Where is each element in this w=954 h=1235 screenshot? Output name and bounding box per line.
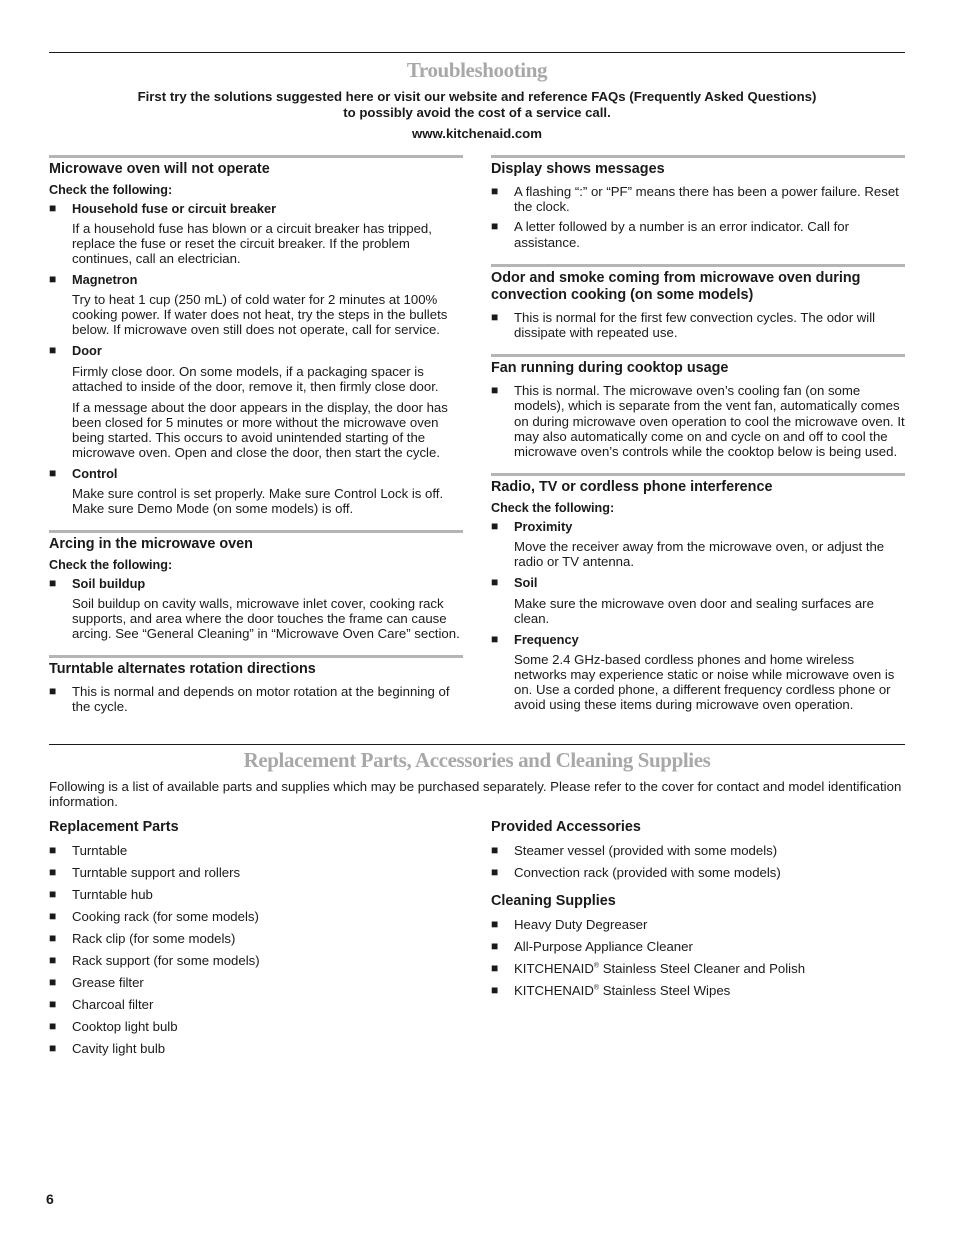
intro-line-1: First try the solutions suggested here or visit our website and reference FAQs (Frequently Asked Questions) bbox=[137, 89, 817, 104]
check-item-title: Magnetron bbox=[72, 272, 138, 288]
bullet-icon: ■ bbox=[491, 309, 499, 324]
registered-mark: ® bbox=[593, 962, 600, 970]
list-item-text: Turntable bbox=[72, 843, 128, 859]
list-item bbox=[491, 939, 905, 954]
list-item bbox=[491, 310, 905, 340]
page-number: 6 bbox=[46, 1191, 54, 1207]
parts-columns bbox=[49, 819, 905, 1063]
bullet-icon: ■ bbox=[49, 909, 57, 924]
list-item bbox=[491, 219, 905, 249]
list-item-text: Cooktop light bulb bbox=[72, 1019, 178, 1035]
list-item bbox=[49, 953, 463, 968]
list-item bbox=[49, 975, 463, 990]
list-item-text: Rack clip (for some models) bbox=[72, 931, 236, 947]
bullet-icon: ■ bbox=[491, 982, 499, 997]
troubleshooting-columns bbox=[49, 155, 905, 724]
brand-name: KITCHENAID bbox=[514, 982, 594, 998]
troubleshooting-intro bbox=[49, 89, 905, 121]
troubleshooting-left-column bbox=[49, 155, 463, 724]
check-item bbox=[49, 201, 463, 216]
fan-block bbox=[491, 354, 905, 459]
bullet-icon: ■ bbox=[49, 865, 57, 880]
check-item bbox=[49, 466, 463, 481]
will-not-operate-items bbox=[49, 201, 463, 516]
check-item-title: Door bbox=[72, 343, 102, 359]
accessories-list bbox=[491, 843, 905, 880]
will-not-operate-check: Check the following: bbox=[49, 183, 173, 197]
troubleshooting-rule bbox=[49, 52, 905, 53]
bullet-icon: ■ bbox=[49, 997, 57, 1012]
turntable-block bbox=[49, 655, 463, 714]
parts-rule bbox=[49, 744, 905, 745]
bullet-icon: ■ bbox=[491, 383, 499, 398]
replacement-parts-heading: Replacement Parts bbox=[49, 819, 179, 836]
list-item bbox=[49, 931, 463, 946]
list-item bbox=[491, 865, 905, 880]
odor-bullets bbox=[491, 310, 905, 340]
list-item bbox=[49, 1041, 463, 1056]
odor-heading: Odor and smoke coming from microwave oven during convection cooking (on some models) bbox=[491, 264, 905, 304]
list-item-text: This is normal. The microwave oven’s cooling fan (on some models), which is separate from the vent fan, automatically comes on during microwave oven operation to cool the microwave oven. It may also automatically come on and cycle on and off to cool the microwave oven’s controls while the cooktop below is being used. bbox=[514, 383, 905, 460]
check-item bbox=[49, 343, 463, 358]
bullet-icon: ■ bbox=[49, 1019, 57, 1034]
brand-item-text: Stainless Steel Wipes bbox=[599, 982, 731, 998]
list-item-text: Cavity light bulb bbox=[72, 1041, 166, 1057]
check-item-title: Soil bbox=[514, 575, 538, 591]
bullet-icon: ■ bbox=[49, 343, 57, 358]
arcing-check: Check the following: bbox=[49, 557, 173, 572]
check-item bbox=[49, 272, 463, 287]
check-item-title: Frequency bbox=[514, 631, 579, 647]
website-link[interactable]: www.kitchenaid.com bbox=[412, 126, 542, 141]
check-item-description: If a household fuse has blown or a circuit breaker has tripped, replace the fuse or reset the circuit breaker. If the problem continues, call an electrician. bbox=[72, 221, 432, 267]
list-item bbox=[49, 909, 463, 924]
will-not-operate-block bbox=[49, 155, 463, 516]
check-item-description: Soil buildup on cavity walls, microwave inlet cover, cooking rack supports, and area where the door touches the frame can cause arcing. See “General Cleaning” in “Microwave Oven Care” section. bbox=[72, 596, 460, 642]
list-item-text: Grease filter bbox=[72, 975, 144, 991]
check-item-description: Make sure control is set properly. Make sure Control Lock is off. Make sure Demo Mode (on some models) is off. bbox=[72, 485, 444, 516]
brand-item-text: Stainless Steel Cleaner and Polish bbox=[599, 960, 806, 976]
troubleshooting-title: Troubleshooting bbox=[406, 58, 548, 82]
bullet-icon: ■ bbox=[491, 631, 499, 646]
list-item bbox=[49, 1019, 463, 1034]
check-item bbox=[491, 575, 905, 590]
accessories-heading: Provided Accessories bbox=[491, 819, 641, 836]
list-item bbox=[491, 983, 905, 998]
registered-mark: ® bbox=[593, 984, 600, 992]
bullet-icon: ■ bbox=[491, 865, 499, 880]
list-item bbox=[49, 887, 463, 902]
list-item-text: Cooking rack (for some models) bbox=[72, 909, 259, 925]
check-item-title: Household fuse or circuit breaker bbox=[72, 201, 277, 216]
display-block bbox=[491, 155, 905, 250]
bullet-icon: ■ bbox=[49, 953, 57, 968]
list-item-text: Rack support (for some models) bbox=[72, 953, 260, 969]
check-item-description: Try to heat 1 cup (250 mL) of cold water for 2 minutes at 100% cooking power. If water does not heat, try the steps in the bullets below. If microwave oven still does not operate, call for service. bbox=[72, 292, 448, 338]
list-item bbox=[491, 843, 905, 858]
check-item bbox=[491, 632, 905, 647]
check-item-description: Move the receiver away from the microwave oven, or adjust the radio or TV antenna. bbox=[514, 539, 885, 570]
list-item bbox=[49, 684, 463, 714]
display-bullets bbox=[491, 184, 905, 250]
bullet-icon: ■ bbox=[491, 960, 499, 975]
parts-intro: Following is a list of available parts and supplies which may be purchased separately. Please refer to the cover for contact and model identification information. bbox=[49, 779, 902, 810]
bullet-icon: ■ bbox=[491, 916, 499, 931]
check-item-title: Control bbox=[72, 465, 118, 481]
list-item-text: Convection rack (provided with some models) bbox=[514, 865, 781, 881]
check-item-title: Soil buildup bbox=[72, 575, 146, 591]
bullet-icon: ■ bbox=[491, 843, 499, 858]
replacement-parts-list bbox=[49, 843, 463, 1056]
list-item bbox=[491, 383, 905, 459]
list-item bbox=[491, 917, 905, 932]
bullet-icon: ■ bbox=[491, 219, 499, 234]
page bbox=[49, 52, 905, 1063]
check-item-description: Some 2.4 GHz-based cordless phones and home wireless networks may experience static or noise while microwave oven is on. Use a corded phone, a different frequency cordless phone or avoid using these items during microwave oven operation. bbox=[514, 651, 895, 712]
list-item bbox=[49, 997, 463, 1012]
bullet-icon: ■ bbox=[49, 1041, 57, 1056]
list-item-text: This is normal for the first few convection cycles. The odor will dissipate with repeated use. bbox=[514, 309, 876, 341]
bullet-icon: ■ bbox=[49, 887, 57, 902]
list-item bbox=[491, 961, 905, 976]
list-item-text: This is normal and depends on motor rotation at the beginning of the cycle. bbox=[72, 684, 450, 715]
will-not-operate-heading: Microwave oven will not operate bbox=[49, 155, 463, 178]
odor-block bbox=[491, 264, 905, 340]
arcing-items bbox=[49, 576, 463, 641]
brand-name: KITCHENAID bbox=[514, 960, 594, 976]
bullet-icon: ■ bbox=[49, 975, 57, 990]
radio-block bbox=[491, 473, 905, 712]
bullet-icon: ■ bbox=[49, 684, 57, 699]
radio-items bbox=[491, 519, 905, 712]
list-item bbox=[491, 184, 905, 214]
list-item-text: A flashing “:” or “PF” means there has been a power failure. Reset the clock. bbox=[514, 184, 899, 215]
arcing-heading: Arcing in the microwave oven bbox=[49, 530, 463, 553]
cleaning-generic-items bbox=[491, 917, 905, 954]
check-item bbox=[49, 576, 463, 591]
bullet-icon: ■ bbox=[491, 184, 499, 198]
cleaning-list bbox=[491, 917, 905, 998]
list-item-text: Heavy Duty Degreaser bbox=[514, 916, 648, 932]
bullet-icon: ■ bbox=[49, 575, 57, 590]
troubleshooting-right-column bbox=[491, 155, 905, 724]
parts-left-column bbox=[49, 819, 463, 1063]
bullet-icon: ■ bbox=[49, 272, 57, 287]
list-item-text: Steamer vessel (provided with some models) bbox=[514, 843, 778, 859]
list-item bbox=[49, 865, 463, 880]
check-item-description: Make sure the microwave oven door and sealing surfaces are clean. bbox=[514, 595, 874, 626]
list-item-text: Charcoal filter bbox=[72, 997, 154, 1013]
list-item-text: All-Purpose Appliance Cleaner bbox=[514, 938, 693, 954]
bullet-icon: ■ bbox=[49, 843, 57, 858]
list-item-text: Turntable hub bbox=[72, 887, 153, 903]
check-item-description: Firmly close door. On some models, if a packaging spacer is attached to inside of the door, remove it, then firmly close door. bbox=[72, 363, 439, 394]
bullet-icon: ■ bbox=[49, 201, 57, 215]
bullet-icon: ■ bbox=[49, 931, 57, 946]
radio-check: Check the following: bbox=[491, 501, 615, 516]
parts-title: Replacement Parts, Accessories and Cleaning Supplies bbox=[243, 748, 711, 773]
bullet-icon: ■ bbox=[49, 465, 57, 480]
list-item-text: Turntable support and rollers bbox=[72, 865, 241, 881]
turntable-bullets bbox=[49, 684, 463, 714]
display-heading: Display shows messages bbox=[491, 155, 905, 178]
intro-line-2: to possibly avoid the cost of a service call. bbox=[343, 105, 611, 120]
fan-bullets bbox=[491, 383, 905, 459]
parts-right-column bbox=[491, 819, 905, 1063]
bullet-icon: ■ bbox=[491, 938, 499, 953]
list-item bbox=[49, 843, 463, 858]
list-item-text: A letter followed by a number is an error indicator. Call for assistance. bbox=[514, 219, 849, 250]
check-item bbox=[491, 519, 905, 534]
turntable-heading: Turntable alternates rotation directions bbox=[49, 655, 463, 678]
arcing-block bbox=[49, 530, 463, 641]
check-item-description: If a message about the door appears in the display, the door has been closed for 5 minutes or more without the microwave oven being started. This occurs to avoid unintended starting of the microwave oven. Open and close the door, then start the cycle. bbox=[72, 399, 448, 460]
bullet-icon: ■ bbox=[491, 519, 499, 534]
radio-heading: Radio, TV or cordless phone interference bbox=[491, 473, 905, 496]
check-item-title: Proximity bbox=[514, 519, 573, 535]
fan-heading: Fan running during cooktop usage bbox=[491, 354, 905, 377]
bullet-icon: ■ bbox=[491, 575, 499, 590]
cleaning-heading: Cleaning Supplies bbox=[491, 892, 616, 909]
